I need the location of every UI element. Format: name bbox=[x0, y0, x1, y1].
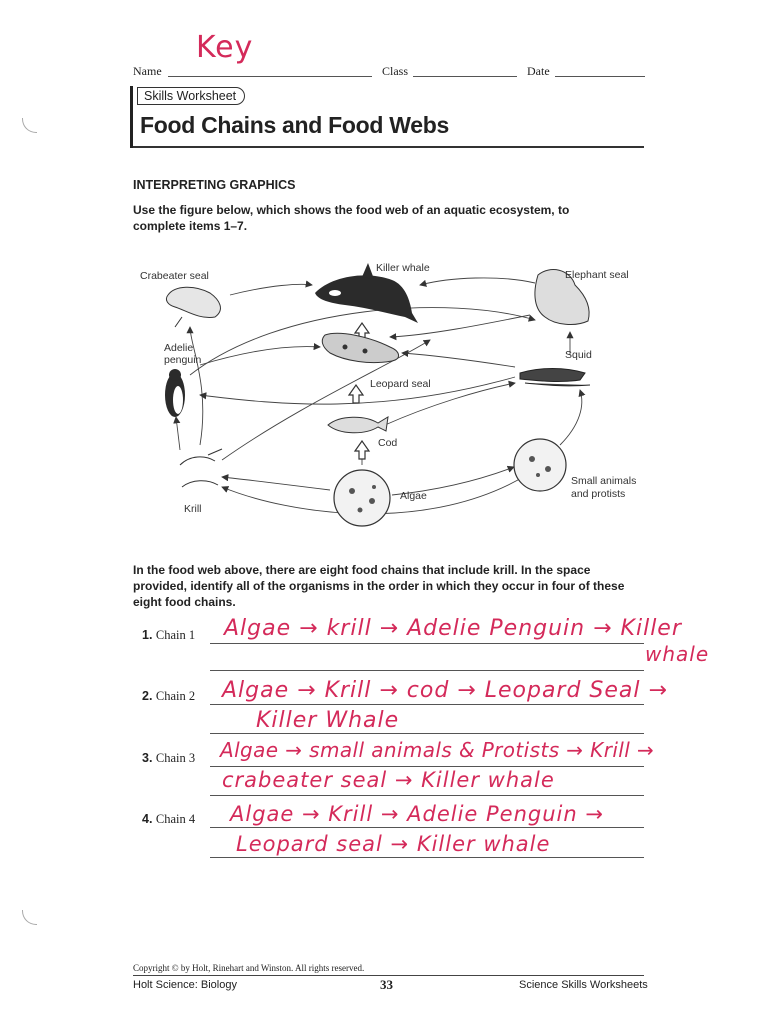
date-line[interactable] bbox=[555, 76, 645, 77]
chain-3-answer-line-2: crabeater seal → Killer whale bbox=[222, 768, 555, 792]
chain-2-line-2[interactable] bbox=[210, 733, 644, 734]
chain-4-number: 4. bbox=[142, 812, 153, 826]
name-value-handwritten: Key bbox=[196, 30, 254, 65]
chain-1-label bbox=[142, 628, 195, 643]
label-cod: Cod bbox=[378, 437, 398, 449]
chain-3-line-2[interactable] bbox=[210, 795, 644, 796]
title-rule bbox=[133, 146, 644, 148]
adelie-penguin-icon bbox=[165, 369, 185, 417]
chain-1-answer-line-1: Algae → krill → Adelie Penguin → Killer bbox=[224, 616, 682, 641]
food-web-diagram bbox=[130, 255, 640, 535]
instructions: Use the figure below, which shows the food web of an aquatic ecosystem, to complete items 1–7. bbox=[133, 203, 570, 233]
title-bar bbox=[130, 86, 133, 148]
label-leopard-seal: Leopard seal bbox=[370, 378, 431, 390]
label-adelie-penguin: Adelie penguin bbox=[164, 342, 202, 366]
chain-4-answer-line-2: Leopard seal → Killer whale bbox=[236, 832, 551, 856]
small-animals-icon bbox=[514, 439, 566, 491]
footer-series-title: Science Skills Worksheets bbox=[519, 979, 648, 991]
chain-4-answer-line-1: Algae → Krill → Adelie Penguin → bbox=[230, 802, 604, 826]
chain-2-line-1[interactable] bbox=[210, 704, 644, 705]
name-label: Name bbox=[133, 64, 162, 78]
chain-2-label bbox=[142, 689, 195, 704]
label-small-animals: Small animals and protists bbox=[571, 475, 637, 500]
chain-1-number: 1. bbox=[142, 628, 153, 642]
binder-hole-bottom bbox=[22, 910, 37, 925]
chain-4-label bbox=[142, 812, 195, 827]
algae-icon bbox=[334, 470, 390, 526]
chain-1-text: Chain 1 bbox=[155, 628, 196, 642]
chain-2-answer-line-2: Killer Whale bbox=[256, 708, 400, 733]
chain-1-answer-line-2: whale bbox=[645, 642, 710, 666]
date-label: Date bbox=[527, 64, 550, 78]
section-heading: INTERPRETING GRAPHICS bbox=[133, 178, 296, 192]
label-squid: Squid bbox=[565, 349, 592, 361]
skills-worksheet-tag: Skills Worksheet bbox=[137, 87, 245, 105]
class-line[interactable] bbox=[413, 76, 517, 77]
page-number: 33 bbox=[380, 977, 393, 992]
question-text: In the food web above, there are eight food chains that include krill. In the space provided, identify all of the organisms in the order in which they occur in four of these eight food chains. bbox=[133, 563, 625, 609]
chain-3-answer-line-1: Algae → small animals & Protists → Krill → bbox=[220, 738, 655, 762]
leopard-seal-icon bbox=[322, 333, 398, 362]
cod-icon bbox=[328, 417, 388, 433]
label-crabeater-seal: Crabeater seal bbox=[140, 270, 209, 282]
name-line[interactable] bbox=[168, 76, 372, 77]
chain-3-line-1[interactable] bbox=[210, 766, 644, 767]
krill-icon bbox=[180, 449, 222, 487]
chain-1-line-2[interactable] bbox=[210, 670, 644, 671]
chain-4-text: Chain 4 bbox=[155, 812, 196, 826]
footer-book-title: Holt Science: Biology bbox=[133, 979, 237, 991]
page-title: Food Chains and Food Webs bbox=[140, 112, 449, 138]
label-killer-whale: Killer whale bbox=[376, 262, 430, 274]
binder-hole-top bbox=[22, 118, 37, 133]
chain-2-answer-line-1: Algae → Krill → cod → Leopard Seal → bbox=[222, 678, 668, 703]
crabeater-seal-icon bbox=[166, 287, 220, 327]
label-krill: Krill bbox=[184, 503, 202, 515]
squid-icon bbox=[520, 369, 590, 386]
label-algae: Algae bbox=[400, 490, 427, 502]
chain-4-line-1[interactable] bbox=[210, 827, 644, 828]
footer-rule bbox=[133, 975, 644, 976]
chain-2-number: 2. bbox=[142, 689, 153, 703]
class-label: Class bbox=[382, 64, 409, 78]
chain-2-text: Chain 2 bbox=[155, 689, 196, 703]
chain-3-number: 3. bbox=[142, 751, 153, 765]
chain-3-label bbox=[142, 751, 195, 766]
chain-3-text: Chain 3 bbox=[155, 751, 196, 765]
label-elephant-seal: Elephant seal bbox=[565, 269, 629, 281]
chain-1-line-1[interactable] bbox=[210, 643, 644, 644]
copyright: Copyright © by Holt, Rinehart and Winston. All rights reserved. bbox=[133, 963, 365, 973]
chain-4-line-2[interactable] bbox=[210, 857, 644, 858]
